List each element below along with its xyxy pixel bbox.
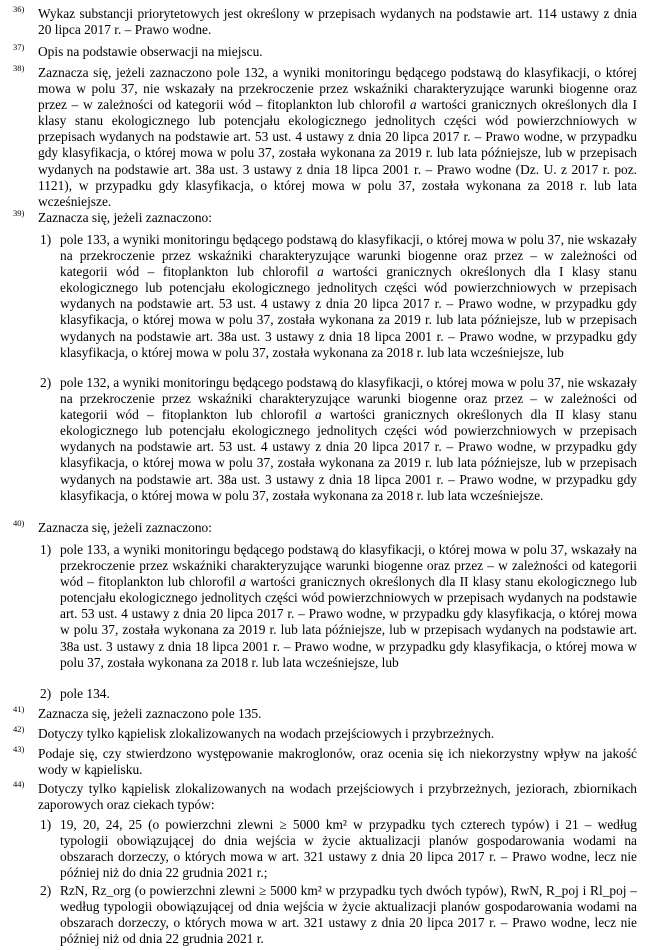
footnote-text: Dotyczy tylko kąpielisk zlokalizowanych na wodach przejściowych i przybrzeżnych. bbox=[38, 726, 495, 741]
footnote-text: Zaznacza się, jeżeli zaznaczono: bbox=[38, 520, 212, 535]
footnote-number: 44) bbox=[13, 779, 25, 789]
footnote-number: 42) bbox=[13, 724, 25, 734]
footnote-text: Opis na podstawie obserwacji na miejscu. bbox=[38, 44, 263, 59]
footnote-number: 40) bbox=[13, 518, 25, 528]
point-text: 19, 20, 24, 25 (o powierzchni zlewni ≥ 5000 km² w przypadku tych czterech typów) i 21 – według typologii obowiązującej do dnia wejścia w życie aktualizacji planów gospodarowania wodami na obszarach dorzeczy, o których mowa w art. 321 ustawy z dnia 20 lipca 2017 r. – Prawo wodne, lecz nie później niż do dnia 22 grudnia 2021 r.; bbox=[60, 817, 637, 881]
footnote-text: Zaznacza się, jeżeli zaznaczono pole 135. bbox=[38, 706, 262, 721]
footnote-text: Podaje się, czy stwierdzono występowanie makroglonów, oraz ocenia się ich niekorzystny wpływ na jakość wody w kąpielisku. bbox=[38, 746, 637, 778]
point-label: 2) bbox=[40, 375, 52, 390]
point-text: pole 133, a wyniki monitoringu będącego podstawą do klasyfikacji, o której mowa w polu 37, nie wskazały na przekroczenie przez wskaźniki charakteryzujące warunki biogenne oraz przez – w zależności od kategorii wód – fitoplankton lub chlorofil a wartości granicznych określonych dla I klasy stanu ekologicznego lub potencjału ekologicznego jednolitych części wód powierzchniowych w przepisach wydanych na podstawie art. 53 ust. 4 ustawy z dnia 20 lipca 2017 r. – Prawo wodne, w przypadku gdy klasyfikacja, o której mowa w polu 37, została wykonana za 2019 r. lub lata późniejsze, lub w przepisach wydanych na podstawie art. 38a ust. 3 ustawy z dnia 18 lipca 2001 r. – Prawo wodne, w przypadku gdy klasyfikacja, o której mowa w polu 37, została wykonana za 2018 r. lub lata wcześniejsze, lub bbox=[60, 232, 637, 360]
footnote-number: 37) bbox=[13, 42, 25, 52]
footnote-text: Dotyczy tylko kąpielisk zlokalizowanych na wodach przejściowych i przybrzeżnych, jeziorach, zbiornikach zaporowych oraz ciekach typów: bbox=[38, 781, 637, 813]
footnote-number: 41) bbox=[13, 704, 25, 714]
point-label: 1) bbox=[40, 542, 52, 557]
point-label: 2) bbox=[40, 883, 52, 898]
footnote-text: Zaznacza się, jeżeli zaznaczono pole 132, a wyniki monitoringu będącego podstawą do klasyfikacji, o której mowa w polu 37, nie wskazały na przekroczenie przez wskaźniki charakteryzujące warunki biogenne oraz przez – w zależności od kategorii wód – fitoplankton lub chlorofil a wartości granicznych określonych dla I klasy stanu ekologicznego lub potencjału ekologicznego jednolitych części wód powierzchniowych w przepisach wydanych na podstawie art. 53 ust. 4 ustawy z dnia 20 lipca 2017 r. – Prawo wodne, w przypadku gdy klasyfikacja, o której mowa w polu 37, została wykonana za 2019 r. lub lata późniejsze, lub w przepisach wydanych na podstawie art. 38a ust. 3 ustawy z dnia 18 lipca 2001 r. – Prawo wodne (Dz. U. z 2017 r. poz. 1121), w przypadku gdy klasyfikacja, o której mowa w polu 37, została wykonana za 2018 r. lub lata wcześniejsze. bbox=[38, 65, 637, 209]
footnote-text: Wykaz substancji priorytetowych jest określony w przepisach wydanych na podstawie art. 114 ustawy z dnia 20 lipca 2017 r. – Prawo wodne. bbox=[38, 6, 637, 38]
point-text: pole 133, a wyniki monitoringu będącego podstawą do klasyfikacji, o której mowa w polu 37, wskazały na przekroczenie przez wskaźniki charakteryzujące warunki biogenne oraz przez – w zależności od kategorii wód – fitoplankton lub chlorofil a wartości granicznych określonych dla II klasy stanu ekologicznego lub potencjału ekologicznego jednolitych części wód powierzchniowych w przepisach wydanych na podstawie art. 53 ust. 4 ustawy z dnia 20 lipca 2017 r. – Prawo wodne, w przypadku gdy klasyfikacja, o której mowa w polu 37, została wykonana za 2019 r. lub lata późniejsze, lub w przepisach wydanych na podstawie art. 38a ust. 3 ustawy z dnia 18 lipca 2001 r. – Prawo wodne, w przypadku gdy klasyfikacja, o której mowa w polu 37, została wykonana za 2018 r. lub lata wcześniejsze, lub bbox=[60, 542, 637, 670]
point-text: RzN, Rz_org (o powierzchni zlewni ≥ 5000 km² w przypadku tych dwóch typów), RwN, R_poj i Rl_poj – według typologii obowiązującej od dnia wejścia w życie aktualizacji planów gospodarowania wodami na obszarach dorzeczy, o których mowa w art. 321 ustawy z dnia 20 lipca 2017 r. – Prawo wodne, lecz nie później niż od dnia 22 grudnia 2021 r. bbox=[60, 883, 637, 947]
point-label: 1) bbox=[40, 817, 52, 832]
point-label: 1) bbox=[40, 232, 52, 247]
point-text: pole 132, a wyniki monitoringu będącego podstawą do klasyfikacji, o której mowa w polu 37, nie wskazały na przekroczenie przez wskaźniki charakteryzujące warunki biogenne oraz przez – w zależności od kategorii wód – fitoplankton lub chlorofil a wartości granicznych określonych dla II klasy stanu ekologicznego lub potencjału ekologicznego jednolitych części wód powierzchniowych w przepisach wydanych na podstawie art. 53 ust. 4 ustawy z dnia 20 lipca 2017 r. – Prawo wodne, w przypadku gdy klasyfikacja, o której mowa w polu 37, została wykonana za 2019 r. lub lata późniejsze, lub w przepisach wydanych na podstawie art. 38a ust. 3 ustawy z dnia 18 lipca 2001 r. – Prawo wodne, w przypadku gdy klasyfikacja, o której mowa w polu 37, została wykonana za 2018 r. lub lata wcześniejsze. bbox=[60, 375, 637, 503]
footnote-number: 43) bbox=[13, 744, 25, 754]
point-label: 2) bbox=[40, 686, 52, 701]
footnote-text: Zaznacza się, jeżeli zaznaczono: bbox=[38, 210, 212, 225]
point-text: pole 134. bbox=[60, 686, 110, 701]
footnote-number: 39) bbox=[13, 208, 25, 218]
footnote-number: 38) bbox=[13, 63, 25, 73]
footnote-number: 36) bbox=[13, 4, 25, 14]
